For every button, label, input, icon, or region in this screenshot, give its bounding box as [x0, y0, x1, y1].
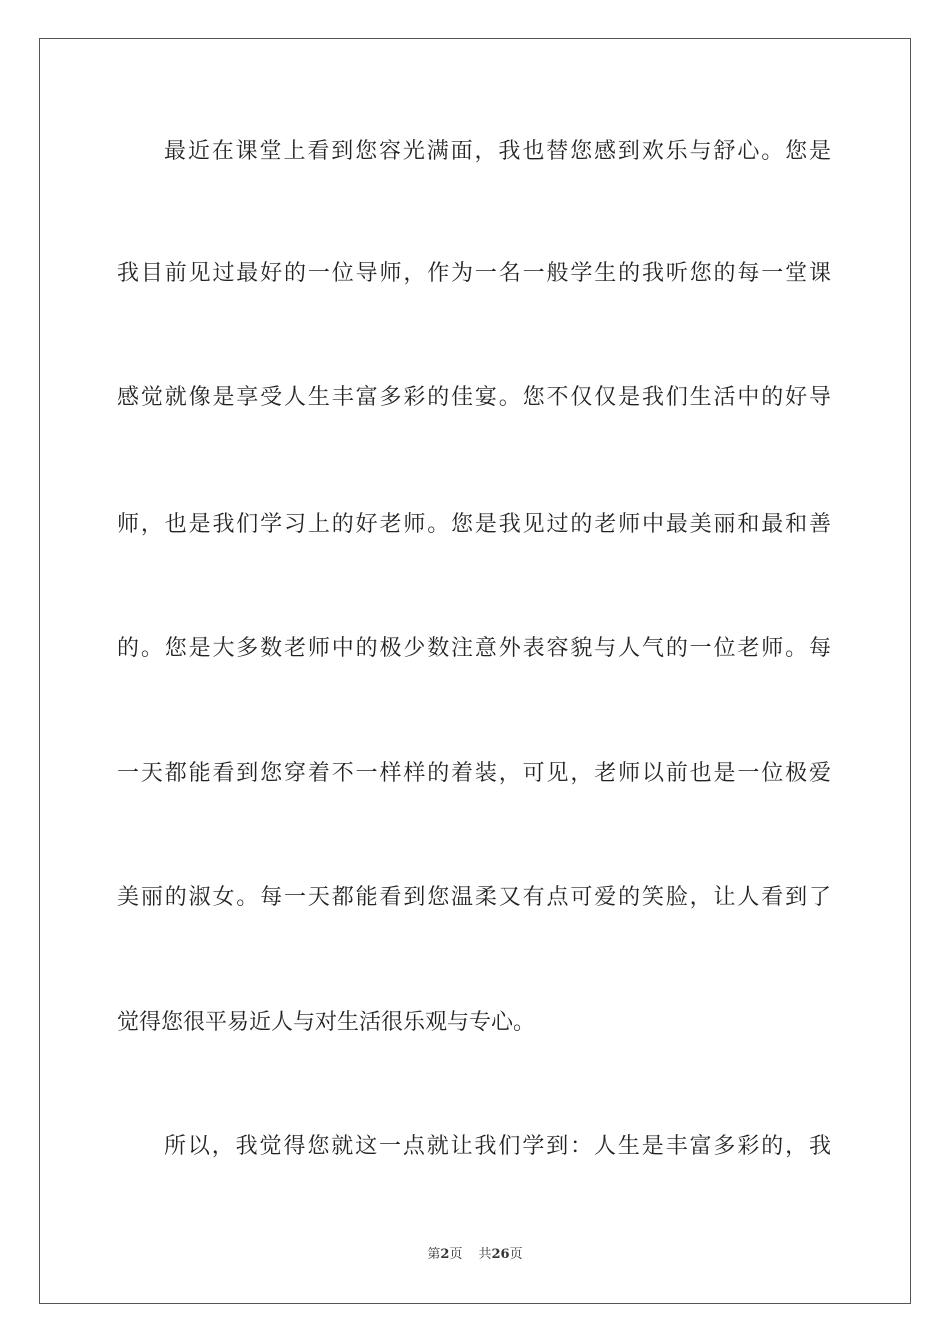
paragraph-line-3: 感觉就像是享受人生丰富多彩的佳宴。您不仅仅是我们生活中的好导 [117, 385, 831, 410]
total-prefix: 共 [478, 1247, 492, 1262]
paragraph-line-6: 一天都能看到您穿着不一样样的着装，可见，老师以前也是一位极爱 [117, 761, 831, 786]
total-suffix: 页 [509, 1247, 523, 1262]
page-prefix: 第 [427, 1247, 441, 1262]
total-pages: 26 [491, 1247, 510, 1262]
page-frame [39, 38, 911, 1304]
paragraph-line-9: 所以，我觉得您就这一点就让我们学到：人生是丰富多彩的，我 [164, 1134, 831, 1159]
paragraph-line-8: 觉得您很平易近人与对生活很乐观与专心。 [117, 1010, 536, 1035]
paragraph-line-1: 最近在课堂上看到您容光满面，我也替您感到欢乐与舒心。您是 [164, 139, 831, 164]
page-number: 2 [440, 1247, 450, 1262]
page-footer [0, 1247, 950, 1263]
paragraph-line-4: 师，也是我们学习上的好老师。您是我见过的老师中最美丽和最和善 [117, 512, 831, 537]
paragraph-line-7: 美丽的淑女。每一天都能看到您温柔又有点可爱的笑脸，让人看到了 [117, 885, 831, 910]
paragraph-line-2: 我目前见过最好的一位导师，作为一名一般学生的我听您的每一堂课 [117, 261, 831, 286]
page-suffix: 页 [449, 1247, 463, 1262]
paragraph-line-5: 的。您是大多数老师中的极少数注意外表容貌与人气的一位老师。每 [117, 636, 831, 661]
